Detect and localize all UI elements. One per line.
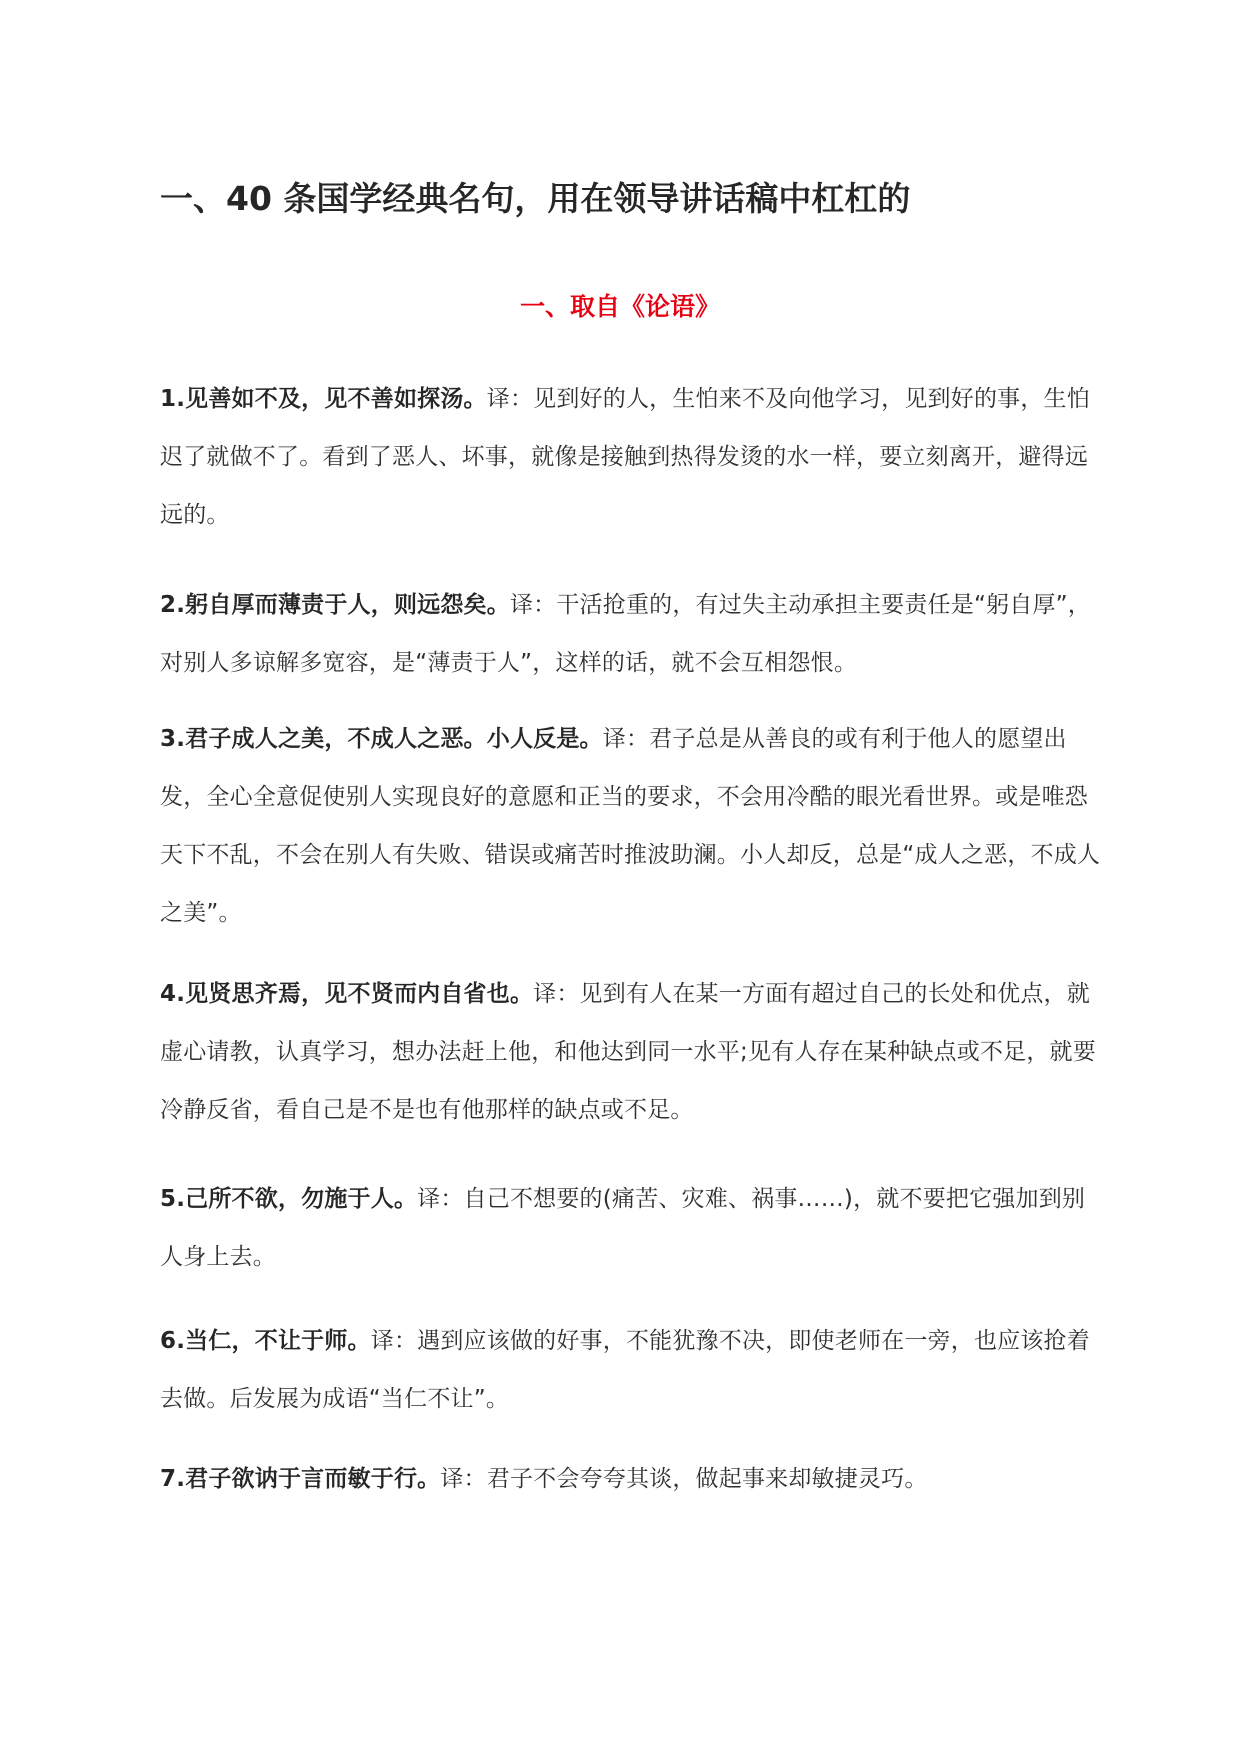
quote-entry (160, 370, 1106, 544)
quote-text: 4.见贤思齐焉，见不贤而内自省也。 (160, 981, 534, 1007)
quote-entry (160, 1312, 1106, 1428)
quote-text: 7.君子欲讷于言而敏于行。 (160, 1466, 441, 1492)
quote-text: 6.当仁，不让于师。 (160, 1328, 371, 1354)
quote-entry (160, 1170, 1106, 1286)
quote-text: 2.躬自厚而薄责于人，则远怨矣。 (160, 592, 510, 618)
document-title: 一、40 条国学经典名句，用在领导讲话稿中杠杠的 (160, 179, 911, 218)
translation-text: 译：自己不想要的(痛苦、灾难、祸事……)，就不要把它强加到别人身上去。 (160, 1186, 1086, 1270)
quote-text: 1.见善如不及，见不善如探汤。 (160, 386, 487, 412)
translation-text: 译：君子不会夸夸其谈，做起事来却敏捷灵巧。 (440, 1466, 928, 1492)
quote-entry (160, 710, 1106, 942)
section-heading: 一、取自《论语》 (519, 292, 720, 321)
translation-text: 译：干活抢重的，有过失主动承担主要责任是“躬自厚”，对别人多谅解多宽容，是“薄责于人”，这样的话，就不会互相怨恨。 (160, 592, 1091, 676)
translation-text: 译：遇到应该做的好事，不能犹豫不决，即使老师在一旁，也应该抢着去做。后发展为成语“当仁不让”。 (160, 1328, 1090, 1412)
quote-entry (160, 576, 1106, 692)
quote-text: 3.君子成人之美，不成人之恶。小人反是。 (160, 726, 603, 752)
quote-entry (160, 965, 1106, 1139)
quote-text: 5.己所不欲，勿施于人。 (160, 1186, 418, 1212)
translation-text: 译：见到有人在某一方面有超过自己的长处和优点，就虚心请教，认真学习，想办法赶上他，和他达到同一水平;见有人存在某种缺点或不足，就要冷静反省，看自己是不是也有他那样的缺点或不足。 (160, 981, 1096, 1123)
translation-text: 译：君子总是从善良的或有利于他人的愿望出发，全心全意促使别人实现良好的意愿和正当的要求，不会用冷酷的眼光看世界。或是唯恐天下不乱，不会在别人有失败、错误或痛苦时推波助澜。小人却反，总是“成人之恶，不成人之美”。 (160, 726, 1101, 926)
quote-entry (160, 1450, 1106, 1508)
translation-text: 译：见到好的人，生怕来不及向他学习，见到好的事，生怕迟了就做不了。看到了恶人、坏事，就像是接触到热得发烫的水一样，要立刻离开，避得远远的。 (160, 386, 1090, 528)
